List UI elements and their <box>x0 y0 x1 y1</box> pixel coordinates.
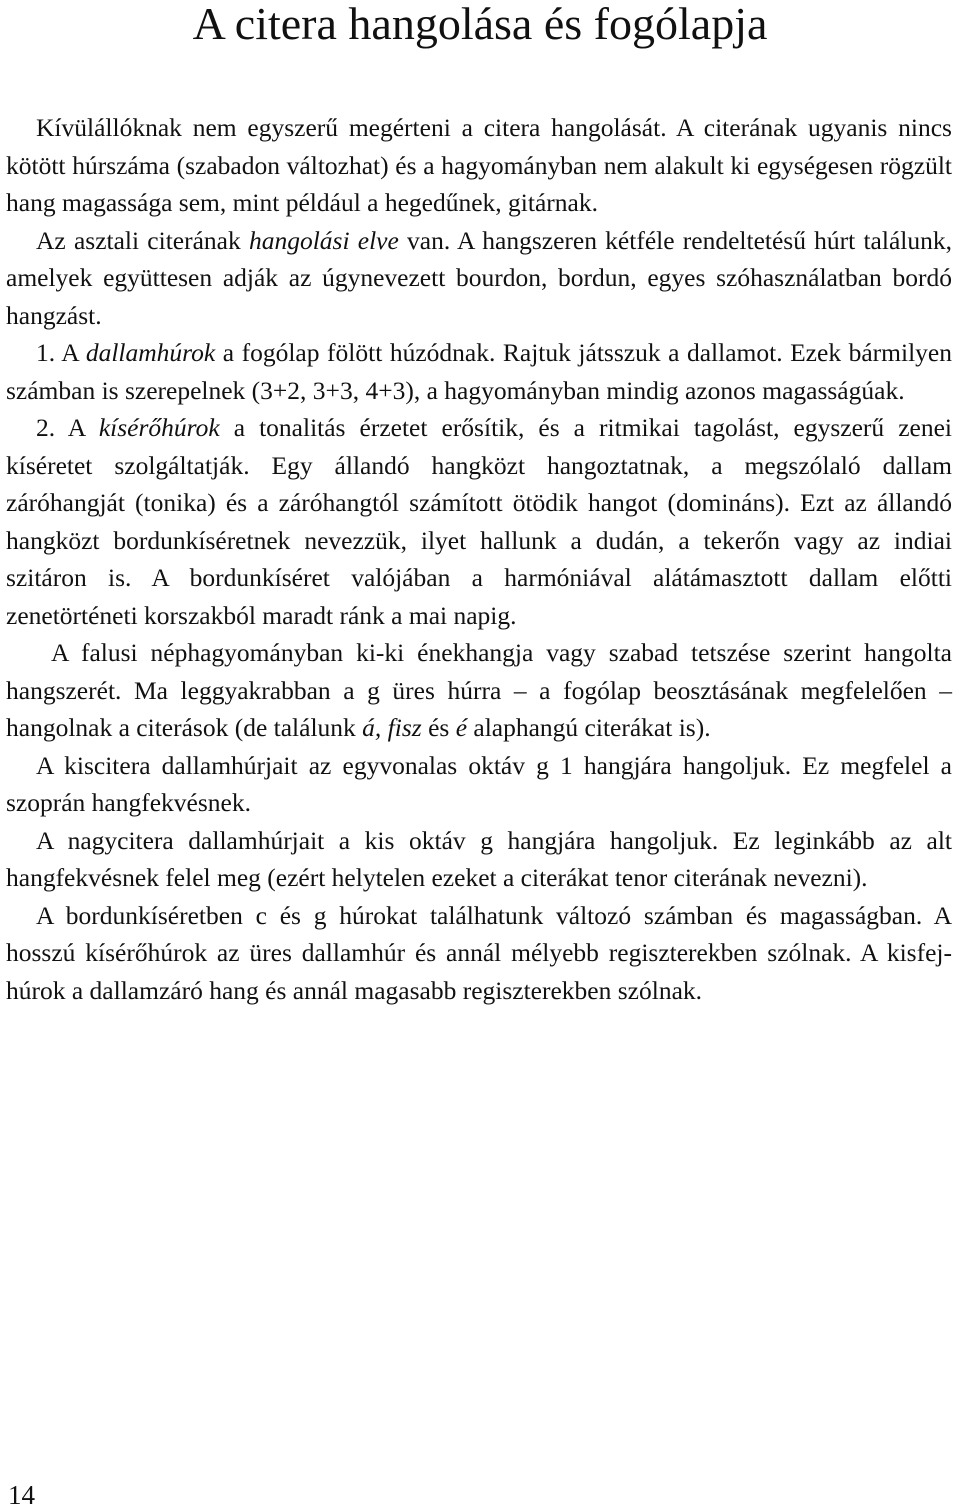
paragraph-melody-strings <box>6 334 952 409</box>
paragraph-large-citera: A nagycitera dallamhúrjait a kis oktáv g hangjára hangoljuk. Ez leginkább az alt hangfekvésnek felel meg (ezért helytelen ezeket a citerákat tenor citerának nevezni). <box>6 825 952 892</box>
text-run: a tonalitás érzetet erősítik, és a ritmikai tagolást, egyszerű zenei kíséretet szolgáltatják. Egy állandó hangközt hangoztatnak, a megszólaló dallam záróhangját (tonika) és a záróhangtól számított ötödik hangot (domináns). Ezt az állandó hangközt bordunkíséretnek nevezzük, ilyet hallunk a dudán, a tekerőn vagy az indiai szitáron is. A bordunkíséret valójában a harmóniával alátámasztott dallam előtti zenetörténeti korszakból maradt ránk a mai napig. <box>6 413 952 630</box>
paragraph-accompanying-strings <box>6 409 952 634</box>
paragraph-small-citera: A kiscitera dallamhúrjait az egyvonalas oktáv g 1 hangjára hangoljuk. Ez megfelel a szoprán hangfekvésnek. <box>6 750 952 817</box>
text-run: 2. A <box>36 413 99 442</box>
page-number: 14 <box>8 1480 35 1510</box>
text-run: a fogólap fölött húzódnak. Rajtuk játsszuk a dallamot. Ezek bármilyen számban is szerepelnek (3+2, 3+3, 4+3), a hagyományban mindig azonos magasságúak. <box>6 338 952 405</box>
paragraph-folk-tradition <box>6 634 952 747</box>
text-run: van. A hangszeren kétféle rendeltetésű húrt találunk, amelyek együttesen adják az úgynevezett bourdon, bordun, egyes szóhasználatban bordó hangzást. <box>6 225 952 330</box>
emphasis-term: á, fisz <box>362 713 422 742</box>
paragraph-intro: Kívülállóknak nem egyszerű megérteni a citera hangolását. A citerának ugyanis nincs kötött húrszáma (szabadon változhat) és a hagyományban nem alakult ki egységesen rögzült hang magassága sem, mint például a hegedűnek, gitárnak. <box>6 113 952 217</box>
text-run: A falusi néphagyományban ki-ki énekhangja vagy szabad tetszése szerint hangolta hangszerét. Ma leggyakrabban a g üres húrra – a fogólap beosztásának megfelelően – hangolnak a citerások (de találunk <box>6 638 952 742</box>
emphasis-term: hangolási elve <box>248 225 399 255</box>
text-run: alaphangú citerákat is). <box>467 713 711 742</box>
emphasis-term: dallamhúrok <box>85 338 216 367</box>
text-run: Az asztali citerának <box>36 225 249 255</box>
emphasis-term: kísérőhúrok <box>98 413 220 442</box>
body-text <box>6 109 952 1009</box>
text-run: és <box>421 713 456 742</box>
paragraph-bourdon-strings: A bordunkíséretben c és g húrokat találhatunk változó számban és magasságban. A hosszú kísérőhúrok az üres dallamhúr és annál mélyebb regiszterekben szólnak. A kisfej-húrok a dallamzáró hang és annál magasabb regiszterekben szólnak. <box>6 900 952 1005</box>
text-run: 1. A <box>36 338 86 367</box>
emphasis-term: é <box>455 713 468 742</box>
page-title: A citera hangolása és fogólapja <box>192 0 768 49</box>
paragraph-tuning-principle <box>6 222 952 335</box>
